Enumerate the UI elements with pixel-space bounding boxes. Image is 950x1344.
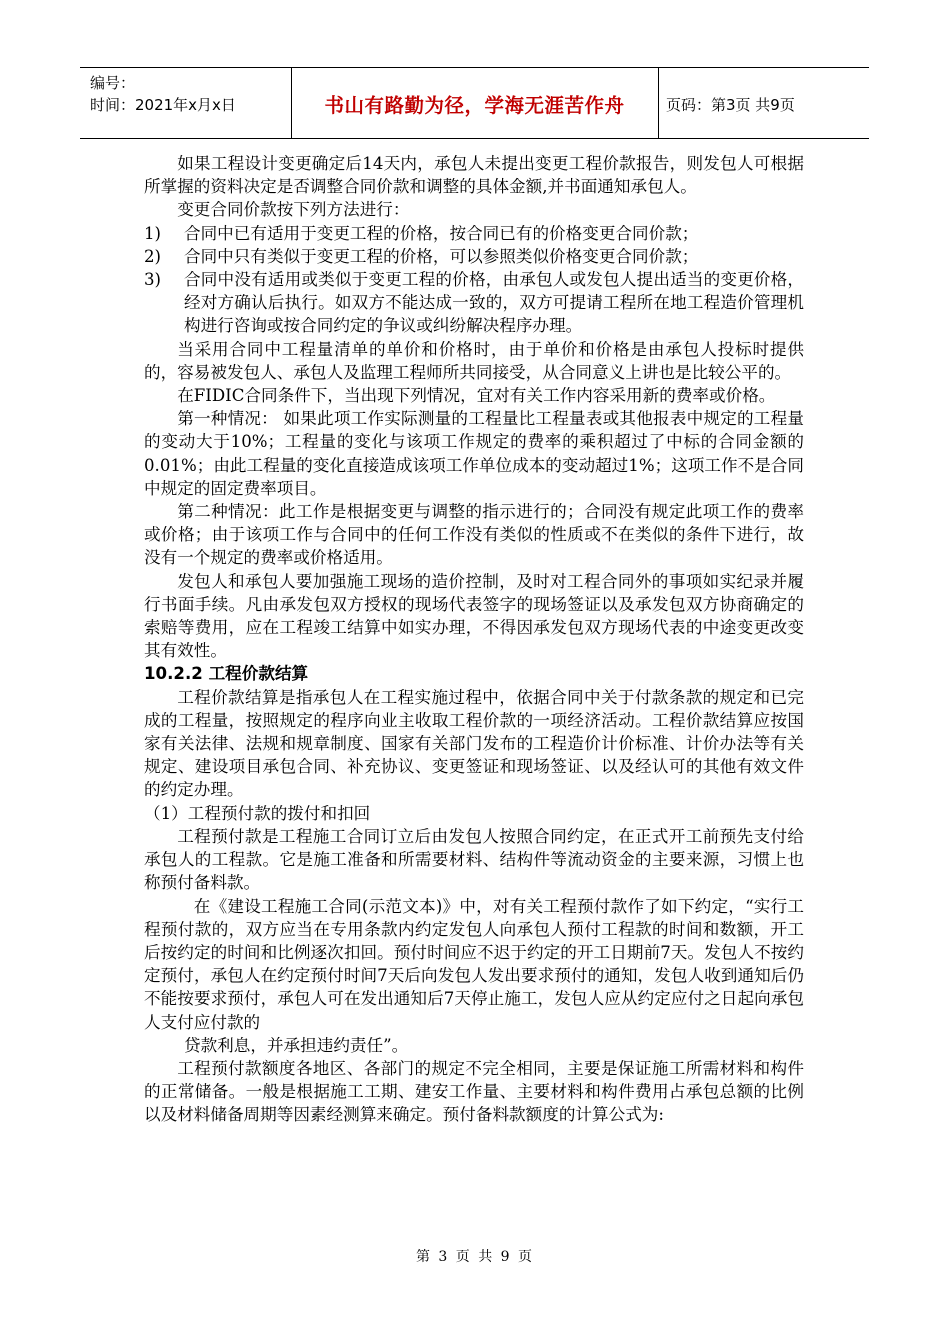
- paragraph: 工程预付款额度各地区、各部门的规定不完全相同，主要是保证施工所需材料和构件的正常储备。一般是根据施工工期、建安工作量、主要材料和构件费用占承包总额的比例以及材料储备周期等因素经测算来确定。预付备料款额度的计算公式为:: [144, 1058, 804, 1125]
- list-item-text: 合同中只有类似于变更工程的价格，可以参照类似价格变更合同价款；: [184, 246, 699, 266]
- list-item-number: 3): [144, 270, 162, 290]
- paragraph: 如果工程设计变更确定后14天内，承包人未提出变更工程价款报告，则发包人可根据所掌握的资料决定是否调整合同价款和调整的具体金额,并书面通知承包人。: [144, 154, 804, 197]
- list-item-number: 1): [144, 223, 162, 243]
- list-item: [144, 268, 804, 338]
- paragraph: 工程价款结算是指承包人在工程实施过程中，依据合同中关于付款条款的规定和已完成的工程量，按照规定的程序向业主收取工程价款的一项经济活动。工程价款结算应按国家有关法律、法规和规章制度、国家有关部门发布的工程造价计价标准、计价办法等有关规定、建设项目承包合同、补充协议、变更签证和现场签证、以及经认可的其他有效文件的约定办理。: [144, 687, 804, 800]
- document-number-label: 编号：: [90, 74, 136, 92]
- page-header: [80, 67, 869, 139]
- subsection-heading: （1）工程预付款的拨付和扣回: [144, 803, 371, 823]
- paragraph: 当采用合同中工程量清单的单价和价格时，由于单价和价格是由承包人投标时提供的，容易被发包人、承包人及监理工程师所共同接受，从合同意义上讲也是比较公平的。: [144, 339, 804, 382]
- quoted-paragraph-end: 贷款利息，并承担违约责任”。: [184, 1035, 409, 1055]
- list-item: [144, 245, 804, 268]
- section-heading: 10.2.2 工程价款结算: [144, 664, 309, 684]
- page-footer: 第 3 页 共 9 页: [415, 1249, 535, 1265]
- paragraph: 变更合同价款按下列方法进行：: [177, 200, 410, 220]
- list-item-text: 合同中没有适用或类似于变更工程的价格，由承包人或发包人提出适当的变更价格，经对方确认后执行。如双方不能达成一致的，双方可提请工程所在地工程造价管理机构进行咨询或按合同约定的争议或纠纷解决程序办理。: [184, 270, 804, 336]
- list-item: [144, 222, 804, 245]
- list-item-number: 2): [144, 246, 162, 266]
- header-divider: [658, 68, 659, 138]
- paragraph: 第一种情况： 如果此项工作实际测量的工程量比工程量表或其他报表中规定的工程量的变动大于10%；工程量的变化与该项工作规定的费率的乘积超过了中标的合同金额的0.01%；由此工程量的变化直接造成该项工作单位成本的变动超过1%；这项工作不是合同中规定的固定费率项目。: [144, 409, 804, 498]
- header-page-info: 页码：第3页 共9页: [666, 96, 795, 114]
- list-item-text: 合同中已有适用于变更工程的价格，按合同已有的价格变更合同价款；: [184, 223, 699, 243]
- header-motto: 书山有路勤为径，学海无涯苦作舟: [324, 94, 625, 117]
- document-time-label: 时间：2021年x月x日: [90, 96, 236, 114]
- quoted-paragraph: 在《建设工程施工合同(示范文本)》中，对有关工程预付款作了如下约定，“实行工程预付款的，双方应当在专用条款内约定发包人向承包人预付工程款的时间和数额，开工后按约定的时间和比例逐次扣回。预付时间应不迟于约定的开工日期前7天。发包人不按约定预付，承包人在约定预付时间7天后向发包人发出要求预付的通知，发包人收到通知后仍不能按要求预付，承包人可在发出通知后7天停止施工，发包人应从约定应付之日起向承包人支付应付款的: [144, 896, 804, 1032]
- document-body: [144, 152, 804, 1127]
- paragraph: 发包人和承包人要加强施工现场的造价控制，及时对工程合同外的事项如实纪录并履行书面手续。凡由承发包双方授权的现场代表签字的现场签证以及承发包双方协商确定的索赔等费用，应在工程竣工结算中如实办理，不得因承发包双方现场代表的中途变更改变其有效性。: [144, 571, 804, 661]
- paragraph: 第二种情况：此工作是根据变更与调整的指示进行的；合同没有规定此项工作的费率或价格；由于该项工作与合同中的任何工作没有类似的性质或不在类似的条件下进行，故没有一个规定的费率或价格适用。: [144, 502, 804, 568]
- paragraph: 工程预付款是工程施工合同订立后由发包人按照合同约定，在正式开工前预先支付给承包人的工程款。它是施工准备和所需要材料、结构件等流动资金的主要来源，习惯上也称预付备料款。: [144, 826, 804, 893]
- paragraph: 在FIDIC合同条件下，当出现下列情况，宜对有关工作内容采用新的费率或价格。: [177, 386, 776, 406]
- header-meta: [90, 72, 236, 116]
